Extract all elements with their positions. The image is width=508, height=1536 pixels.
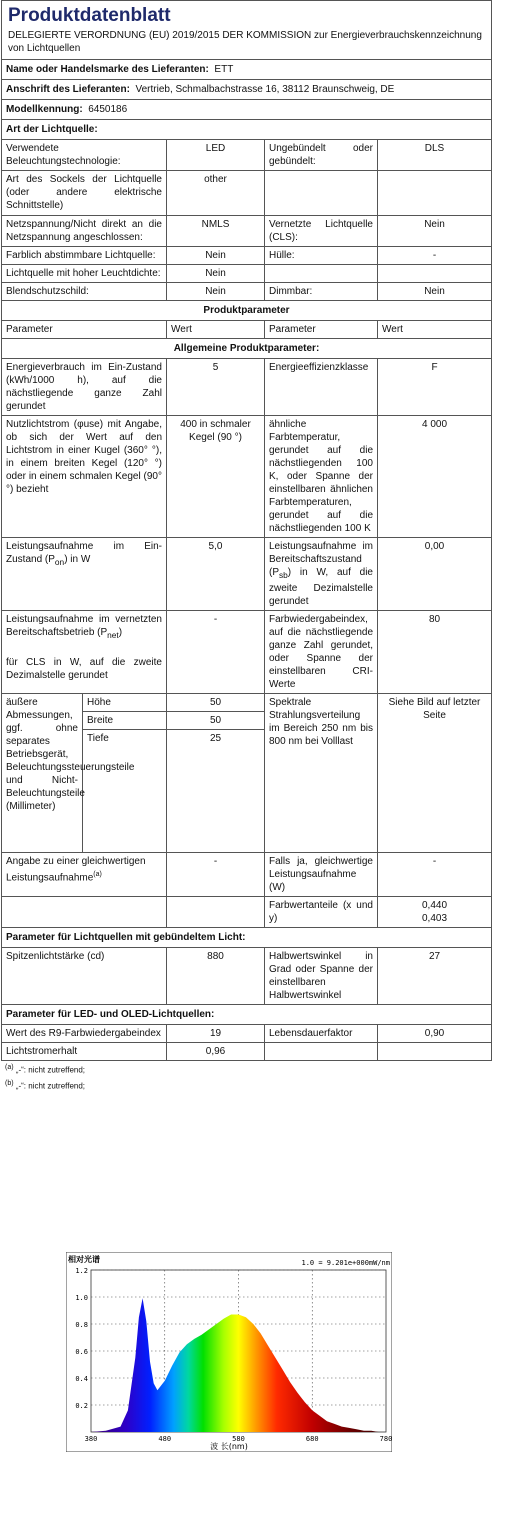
standby-subscript: sb xyxy=(279,570,288,580)
power-on-label-end: ) in W xyxy=(64,554,91,565)
flux-label: Nutzlichtstrom (φuse) mit Angabe, ob sich der Wert auf den Lichtstrom in einer Kugel (360° °), in einem breiten Kegel (120° °) oder in einem schmalen Kegel (90° °) bezieht xyxy=(2,416,167,538)
equivalent-power-value: - xyxy=(167,853,265,897)
chromaticity-empty-label xyxy=(2,897,167,928)
light-source-section-heading: Art der Lichtquelle: xyxy=(2,120,492,140)
equivalent-watt-value: - xyxy=(378,853,492,897)
equivalent-power-label-text: Angabe zu einer gleichwertigen Leistungsaufnahme xyxy=(6,856,146,884)
energy-class-label: Energieeffizienzklasse xyxy=(265,359,378,416)
flux-value: 400 in schmaler Kegel (90 °) xyxy=(167,416,265,538)
chromaticity-label: Farbwertanteile (x und y) xyxy=(265,897,378,928)
power-on-label-start: Leistungsaufnahme im Ein-Zustand (P xyxy=(6,541,162,565)
power-on-subscript: on xyxy=(54,557,65,567)
standby-value: 0,00 xyxy=(378,538,492,611)
spectral-distribution-label: Spektrale Strahlungsverteilung im Bereich 250 nm bis 800 nm bei Volllast xyxy=(265,694,378,853)
peak-intensity-row xyxy=(2,948,492,1005)
flux-row xyxy=(2,416,492,538)
mains-value: NMLS xyxy=(167,216,265,247)
sheet-title: Produktdatenblatt xyxy=(8,5,171,26)
beam-angle-value: 27 xyxy=(378,948,492,1005)
data-sheet-table xyxy=(1,0,492,1061)
width-value: 50 xyxy=(167,712,265,730)
cri-value: 80 xyxy=(378,611,492,694)
supplier-name-row xyxy=(2,60,492,80)
bundled-label: Ungebündelt oder gebündelt: xyxy=(265,140,378,171)
height-value: 50 xyxy=(167,694,265,712)
networked-standby-label xyxy=(2,611,167,694)
cri-label: Farbwiedergabeindex, auf die nächstliegende ganze Zahl gerundet, oder Spanne der einstellbaren CRI-Werte xyxy=(265,611,378,694)
high-luminance-row xyxy=(2,265,492,283)
led-heading-row xyxy=(2,1005,492,1025)
r9-label: Wert des R9-Farbwiedergabeindex xyxy=(2,1025,167,1043)
glare-row xyxy=(2,283,492,301)
cap-label: Art des Sockels der Lichtquelle (oder andere elektrische Schnittstelle) xyxy=(2,171,167,216)
survival-factor-label: Lebensdauerfaktor xyxy=(265,1025,378,1043)
supplier-name-value: ETT xyxy=(214,64,234,75)
envelope-label: Hülle: xyxy=(265,247,378,265)
spectrum-xlabel: 波 长(nm) xyxy=(210,1442,248,1451)
supplier-address-value: Vertrieb, Schmalbachstrasse 16, 38112 Braunschweig, DE xyxy=(135,84,395,95)
equivalent-watt-label: Falls ja, gleichwertige Leistungsaufnahme (W) xyxy=(265,853,378,897)
footnote-a-text: „-“: nicht zutreffend; xyxy=(15,1065,86,1075)
networked-standby-value: - xyxy=(167,611,265,694)
depth-label: Tiefe xyxy=(83,730,167,853)
chromaticity-values xyxy=(378,897,492,928)
general-params-heading-row xyxy=(2,339,492,359)
col-value-left: Wert xyxy=(167,321,265,339)
technology-value: LED xyxy=(167,140,265,171)
standby-label-end: ) in W, auf die zweite Dezimalstelle gerundet xyxy=(269,567,373,607)
networked-standby-label-line2: für CLS in W, auf die zweite Dezimalstelle gerundet xyxy=(6,657,162,681)
supplier-address-label: Anschrift des Lieferanten: xyxy=(6,84,130,95)
width-label: Breite xyxy=(83,712,167,730)
spectrum-y-tick-label: 0.8 xyxy=(75,1321,88,1329)
r9-value: 19 xyxy=(167,1025,265,1043)
spectrum-y-tick-label: 0.4 xyxy=(75,1375,88,1383)
chromaticity-y: 0,403 xyxy=(421,913,448,924)
dimensions-label: äußere Abmessungen, ggf. ohne separates Betriebsgerät, Beleuchtungssteuerungsteile und Nicht-Beleuchtungsteile (Millimeter) xyxy=(2,694,83,853)
height-label: Höhe xyxy=(83,694,167,712)
mains-label: Netzspannung/Nicht direkt an die Netzspannung angeschlossen: xyxy=(2,216,167,247)
envelope-value: - xyxy=(378,247,492,265)
high-luminance-label: Lichtquelle mit hoher Leuchtdichte: xyxy=(2,265,167,283)
spectrum-y-tick-label: 0.6 xyxy=(75,1348,88,1356)
footnote-a xyxy=(5,1061,491,1077)
supplier-name-label: Name oder Handelsmarke des Lieferanten: xyxy=(6,64,209,75)
survival-factor-value: 0,90 xyxy=(378,1025,492,1043)
power-on-value: 5,0 xyxy=(167,538,265,611)
dimensions-height-row xyxy=(2,694,492,712)
col-value-right: Wert xyxy=(378,321,492,339)
r9-row xyxy=(2,1025,492,1043)
depth-value: 25 xyxy=(167,730,265,853)
general-params-heading: Allgemeine Produktparameter: xyxy=(2,339,492,359)
dimmable-label: Dimmbar: xyxy=(265,283,378,301)
spectrum-x-tick-label: 680 xyxy=(305,1435,319,1443)
footnote-b-mark: (b) xyxy=(5,1079,14,1087)
beam-angle-label: Halbwertswinkel in Grad oder Spanne der einstellbaren Halbwertswinkel xyxy=(265,948,378,1005)
equivalent-power-row xyxy=(2,853,492,897)
high-luminance-value: Nein xyxy=(167,265,265,283)
regulation-text: DELEGIERTE VERORDNUNG (EU) 2019/2015 DER KOMMISSION zur Energieverbrauchskennzeichnung von Lichtquellen xyxy=(8,30,482,54)
model-row xyxy=(2,100,492,120)
flux-maintenance-value: 0,96 xyxy=(167,1043,265,1061)
spectrum-title: 相对光谱 xyxy=(68,1255,100,1264)
led-heading: Parameter für LED- und OLED-Lichtquellen: xyxy=(2,1005,492,1025)
flux-maintenance-empty-cell xyxy=(265,1043,378,1061)
spectrum-x-tick-label: 780 xyxy=(379,1435,392,1443)
flux-maintenance-row xyxy=(2,1043,492,1061)
networked-standby-subscript: net xyxy=(107,630,119,640)
model-value: 6450186 xyxy=(88,104,128,115)
cct-label: ähnliche Farbtemperatur, gerundet auf die nächstliegenden 100 K, oder Spanne der einstellbaren ähnlichen Farbtemperaturen, gerundet auf die nächstliegenden 100 K xyxy=(265,416,378,538)
high-luminance-empty-cell xyxy=(265,265,378,283)
power-on-label xyxy=(2,538,167,611)
cap-value: other xyxy=(167,171,265,216)
spectrum-y-tick-label: 1.0 xyxy=(75,1294,88,1302)
product-data-sheet xyxy=(1,0,491,1092)
chromaticity-empty-value xyxy=(167,897,265,928)
spectrum-y-tick-label: 1.2 xyxy=(75,1267,88,1275)
dls-heading-row xyxy=(2,928,492,948)
col-param-right: Parameter xyxy=(265,321,378,339)
cls-value: Nein xyxy=(378,216,492,247)
technology-row xyxy=(2,140,492,171)
title-row xyxy=(2,1,492,60)
mains-row xyxy=(2,216,492,247)
model-label: Modellkennung: xyxy=(6,104,83,115)
spectrum-x-tick-label: 480 xyxy=(158,1435,172,1443)
technology-label: Verwendete Beleuchtungstechnologie: xyxy=(2,140,167,171)
energy-label: Energieverbrauch im Ein-Zustand (kWh/1000 h), auf die nächstliegende ganze Zahl gerundet xyxy=(2,359,167,416)
equivalent-power-label xyxy=(2,853,167,897)
power-on-row xyxy=(2,538,492,611)
product-params-heading: Produktparameter xyxy=(2,301,492,321)
chromaticity-x: 0,440 xyxy=(421,900,448,911)
footnote-b-text: „-“: nicht zutreffend; xyxy=(15,1081,86,1091)
spectrum-chart xyxy=(66,1252,392,1452)
dls-heading: Parameter für Lichtquellen mit gebündeltem Licht: xyxy=(2,928,492,948)
cap-row xyxy=(2,171,492,216)
cap-empty-cell xyxy=(265,171,378,216)
tunable-label: Farblich abstimmbare Lichtquelle: xyxy=(2,247,167,265)
peak-intensity-label: Spitzenlichtstärke (cd) xyxy=(2,948,167,1005)
spectral-distribution-value: Siehe Bild auf letzter Seite xyxy=(378,694,492,853)
tunable-value: Nein xyxy=(167,247,265,265)
networked-standby-label-start: Leistungsaufnahme im vernetzten Bereitschaftsbetrieb (P xyxy=(6,614,162,638)
equivalent-power-footnote-mark: (a) xyxy=(93,871,102,878)
spectrum-y-tick-label: 0.2 xyxy=(75,1402,88,1410)
flux-maintenance-empty-value-cell xyxy=(378,1043,492,1061)
tunable-row xyxy=(2,247,492,265)
spectrum-x-tick-label: 580 xyxy=(232,1435,245,1443)
dimmable-value: Nein xyxy=(378,283,492,301)
networked-standby-row xyxy=(2,611,492,694)
energy-row xyxy=(2,359,492,416)
flux-maintenance-label: Lichtstromerhalt xyxy=(2,1043,167,1061)
product-params-heading-row xyxy=(2,301,492,321)
high-luminance-empty-value-cell xyxy=(378,265,492,283)
column-header-row xyxy=(2,321,492,339)
cls-label: Vernetzte Lichtquelle (CLS): xyxy=(265,216,378,247)
chromaticity-row xyxy=(2,897,492,928)
cct-value: 4 000 xyxy=(378,416,492,538)
standby-label xyxy=(265,538,378,611)
glare-value: Nein xyxy=(167,283,265,301)
standby-label-start: Leistungsaufnahme im Bereitschaftszustand (P xyxy=(269,541,373,578)
spectrum-annotation: 1.0 = 9.201e+000mW/nm xyxy=(301,1259,390,1267)
supplier-address-row xyxy=(2,80,492,100)
footnote-a-mark: (a) xyxy=(5,1064,14,1071)
glare-label: Blendschutzschild: xyxy=(2,283,167,301)
footnote-b xyxy=(5,1077,491,1093)
bundled-value: DLS xyxy=(378,140,492,171)
energy-class-value: F xyxy=(378,359,492,416)
peak-intensity-value: 880 xyxy=(167,948,265,1005)
light-source-section-row xyxy=(2,120,492,140)
networked-standby-label-end: ) xyxy=(118,627,123,638)
cap-empty-value-cell xyxy=(378,171,492,216)
spectrum-x-tick-label: 380 xyxy=(84,1435,98,1443)
col-param-left: Parameter xyxy=(2,321,167,339)
energy-value: 5 xyxy=(167,359,265,416)
spectrum-figure xyxy=(66,1252,392,1452)
